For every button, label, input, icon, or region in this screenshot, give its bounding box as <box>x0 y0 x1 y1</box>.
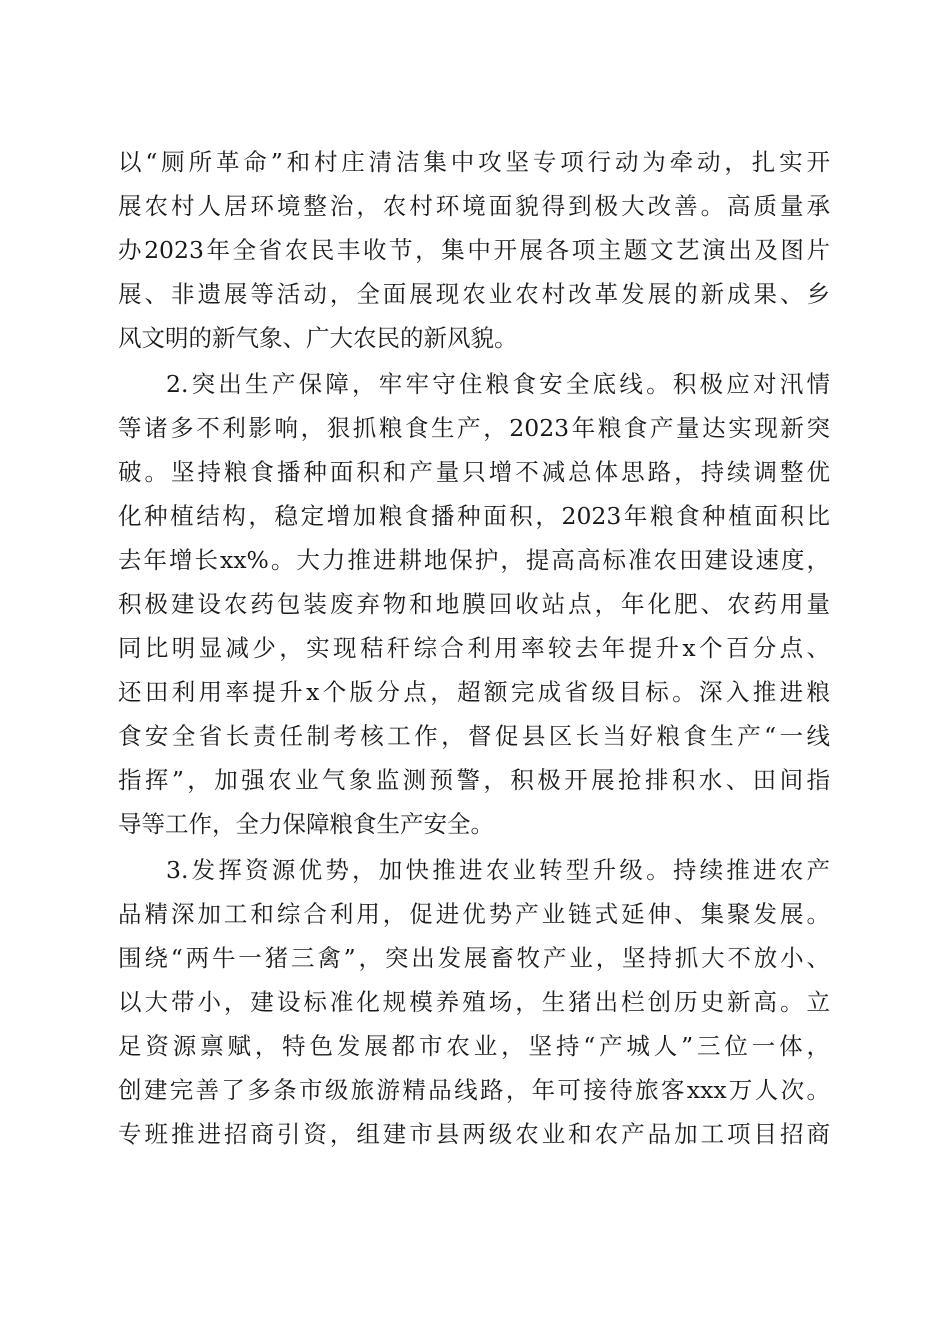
body-text-line: 化种植结构，稳定增加粮食播种面积，2023年粮食种植面积比 <box>118 502 830 530</box>
body-text-line: 专班推进招商引资，组建市县两级农业和农产品加工项目招商 <box>118 1120 830 1148</box>
body-text-line: 以“厕所革命”和村庄清洁集中攻坚专项行动为牵动，扎实开 <box>118 148 830 176</box>
body-text-line: 积极建设农药包装废弃物和地膜回收站点，年化肥、农药用量 <box>118 590 830 618</box>
section-heading-line: 3.发挥资源优势，加快推进农业转型升级。持续推进农产 <box>166 856 830 884</box>
section-heading-line: 2.突出生产保障，牢牢守住粮食安全底线。积极应对汛情 <box>166 370 830 398</box>
body-text-line: 指挥”，加强农业气象监测预警，积极开展抢排积水、田间指 <box>118 766 830 794</box>
body-text-line: 风文明的新气象、广大农民的新风貌。 <box>118 324 518 352</box>
body-text-line: 等诸多不利影响，狠抓粮食生产，2023年粮食产量达实现新突 <box>118 414 830 442</box>
body-text-line: 同比明显减少，实现秸秆综合利用率较去年提升x个百分点、 <box>118 634 830 662</box>
body-text-line: 办2023年全省农民丰收节，集中开展各项主题文艺演出及图片 <box>118 236 830 264</box>
body-text-line: 创建完善了多条市级旅游精品线路，年可接待旅客xxx万人次。 <box>118 1076 830 1104</box>
body-text-line: 足资源禀赋，特色发展都市农业，坚持“产城人”三位一体， <box>118 1032 830 1060</box>
body-text-line: 去年增长xx%。大力推进耕地保护，提高高标准农田建设速度， <box>118 546 830 574</box>
body-text-line: 导等工作，全力保障粮食生产安全。 <box>118 810 494 838</box>
body-text-line: 展、非遗展等活动，全面展现农业农村改革发展的新成果、乡 <box>118 280 830 308</box>
body-text-line: 品精深加工和综合利用，促进优势产业链式延伸、集聚发展。 <box>118 900 830 928</box>
body-text-line: 破。坚持粮食播种面积和产量只增不减总体思路，持续调整优 <box>118 458 830 486</box>
body-text-line: 以大带小，建设标准化规模养殖场，生猪出栏创历史新高。立 <box>118 988 830 1016</box>
body-text-line: 围绕“两牛一猪三禽”，突出发展畜牧产业，坚持抓大不放小、 <box>118 944 830 972</box>
body-text-line: 展农村人居环境整治，农村环境面貌得到极大改善。高质量承 <box>118 192 830 220</box>
body-text-line: 食安全省长责任制考核工作，督促县区长当好粮食生产“一线 <box>118 722 830 750</box>
body-text-line: 还田利用率提升x个版分点，超额完成省级目标。深入推进粮 <box>118 678 830 706</box>
